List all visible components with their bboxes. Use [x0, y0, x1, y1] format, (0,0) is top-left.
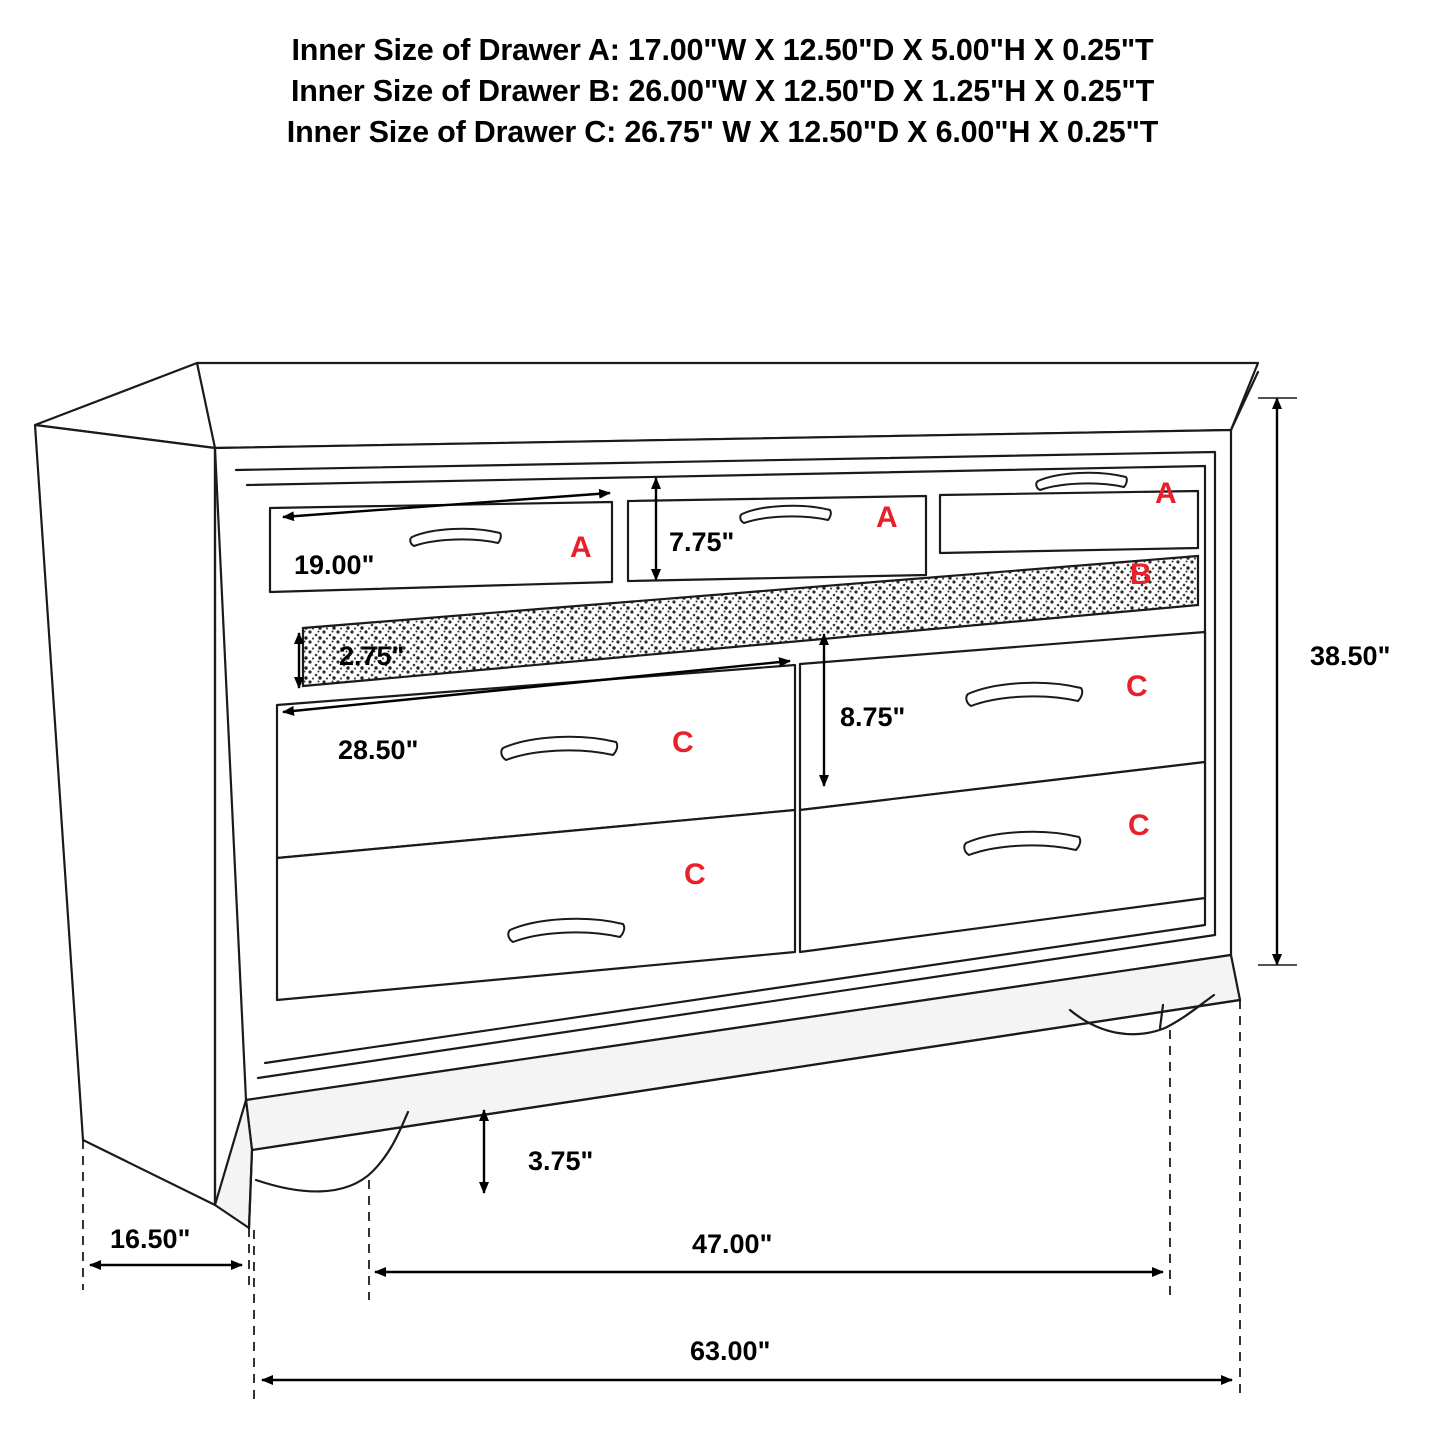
- dimension-label-775: 7.75": [669, 527, 735, 557]
- dimension-foot-height: [484, 1110, 593, 1193]
- drawer-label-a-right: A: [1155, 477, 1177, 510]
- cabinet-left-side: [35, 425, 215, 1205]
- drawer-label-a-left: A: [570, 531, 592, 564]
- drawer-label-c-lower-left: C: [684, 858, 706, 891]
- dimension-label-375: 3.75": [528, 1146, 594, 1176]
- drawer-label-c-lower-right: C: [1128, 809, 1150, 842]
- dimension-label-19: 19.00": [294, 550, 375, 580]
- spec-line-drawer-b: Inner Size of Drawer B: 26.00"W X 12.50"D X 1.25"H X 0.25"T: [290, 74, 1155, 108]
- dimension-label-4700: 47.00": [692, 1229, 773, 1259]
- drawer-label-c-upper-left: C: [672, 726, 694, 759]
- dimension-label-1650: 16.50": [110, 1224, 191, 1254]
- dimension-label-2850: 28.50": [338, 735, 419, 765]
- spec-line-drawer-c: Inner Size of Drawer C: 26.75" W X 12.50"D X 6.00"H X 0.25"T: [286, 115, 1159, 149]
- dimension-overall-height: [1258, 398, 1390, 965]
- dimension-label-875: 8.75": [840, 702, 906, 732]
- dimension-label-6300: 63.00": [690, 1336, 771, 1366]
- dimension-label-3850: 38.50": [1310, 641, 1391, 671]
- dimension-label-275: 2.75": [339, 641, 405, 671]
- drawer-label-c-upper-right: C: [1126, 670, 1148, 703]
- drawer-label-a-center: A: [876, 501, 898, 534]
- spec-line-drawer-a: Inner Size of Drawer A: 17.00"W X 12.50"D X 5.00"H X 0.25"T: [291, 33, 1154, 67]
- drawer-label-b: B: [1130, 558, 1152, 591]
